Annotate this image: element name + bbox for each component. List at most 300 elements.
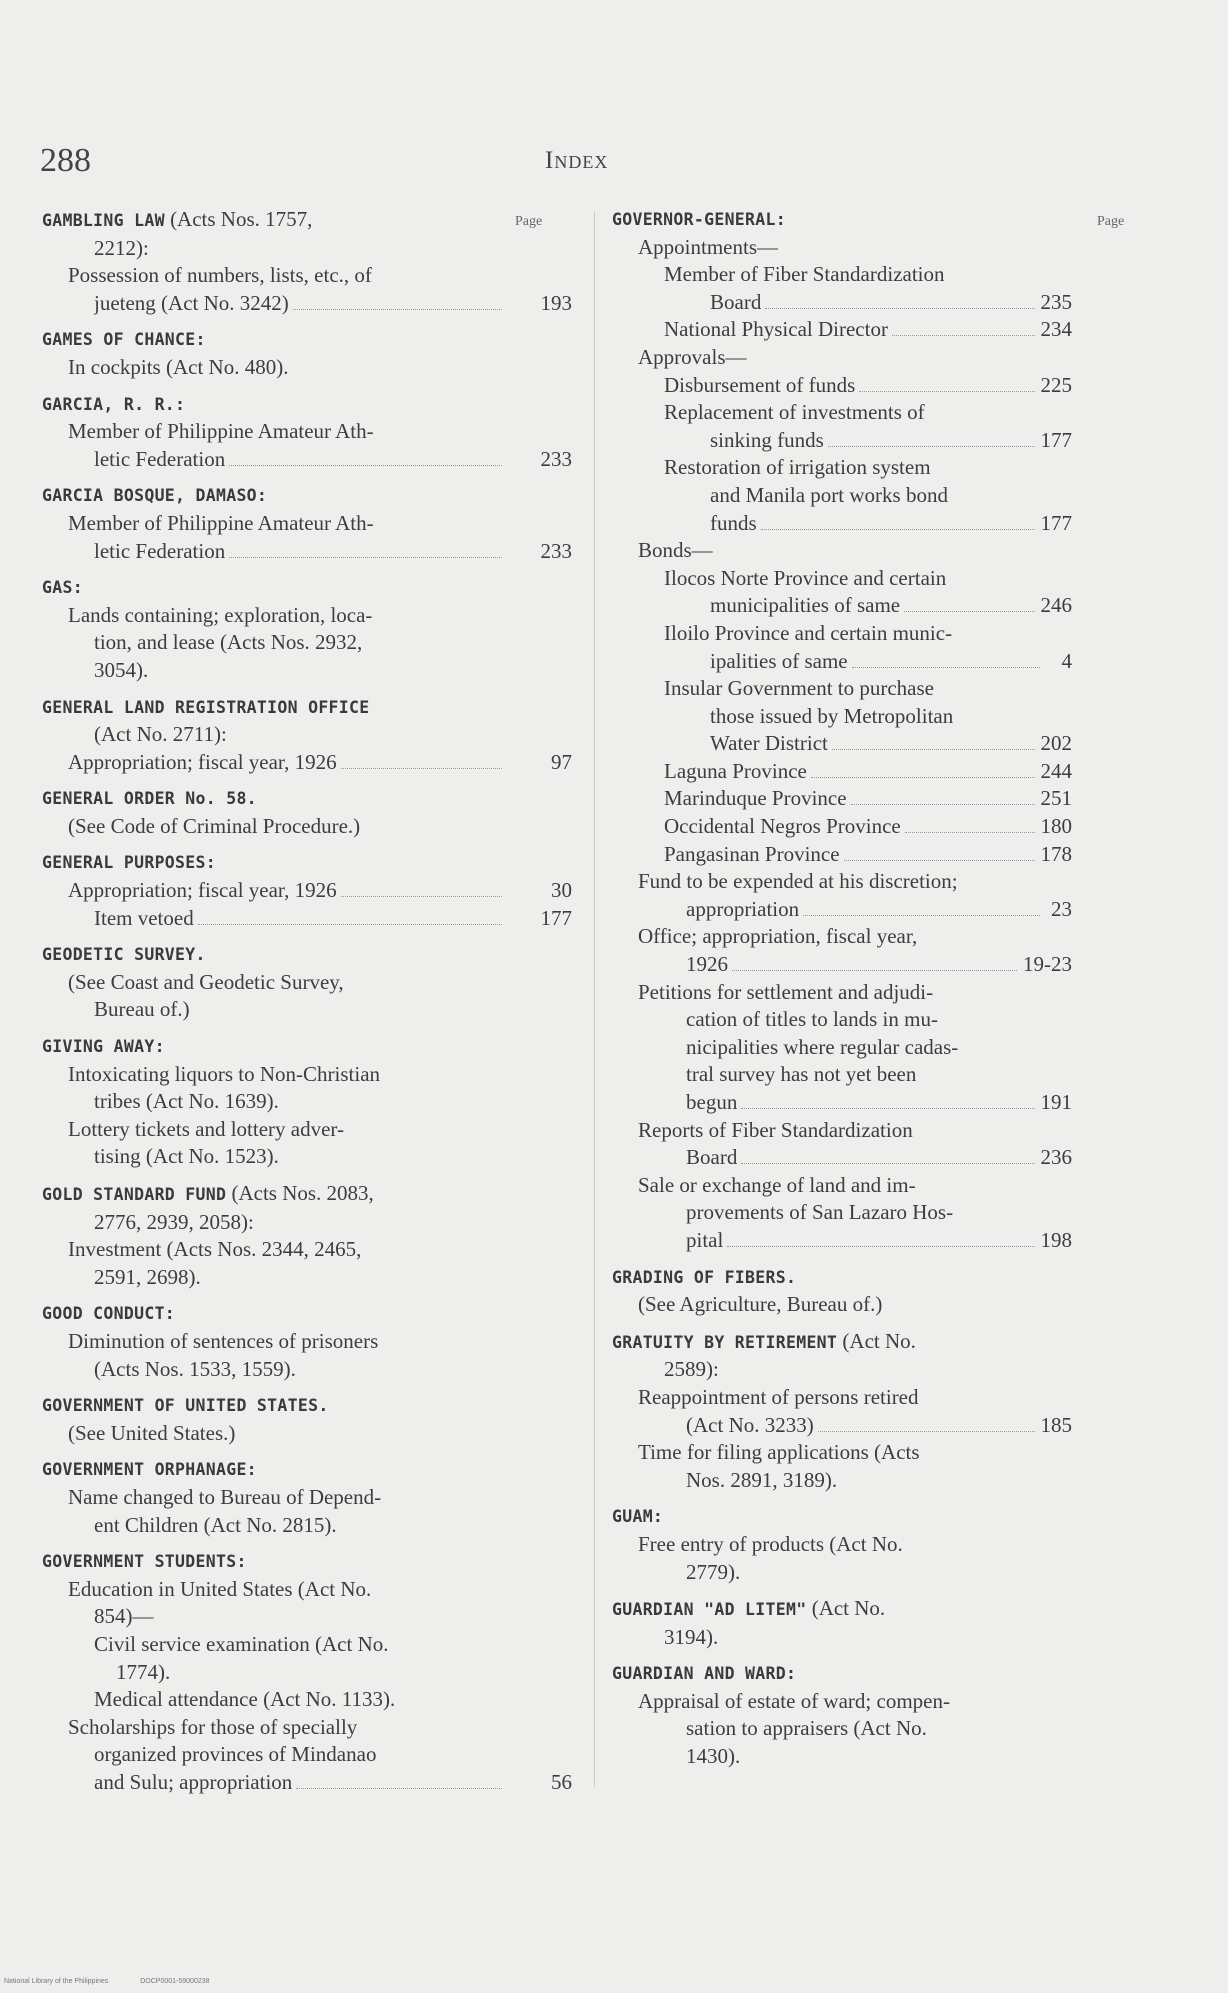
- entry-text: Laguna Province: [664, 758, 807, 783]
- entry-text: Possession of numbers, lists, etc., of: [68, 263, 372, 288]
- subentry-line: [42, 721, 572, 749]
- entry-text: 854)—: [94, 1604, 154, 1629]
- entry-text: Nos. 2891, 3189).: [686, 1467, 838, 1492]
- subentry-line: [612, 1439, 1072, 1467]
- page-reference: 97: [551, 749, 572, 774]
- entry-text: 2212):: [94, 235, 149, 260]
- subentry-line: [42, 749, 572, 777]
- subentry-line: [612, 1034, 1072, 1062]
- subentry-line: [612, 372, 1072, 400]
- index-entry: [612, 1503, 1072, 1586]
- subentry-line: [612, 1531, 1072, 1559]
- subentry-line: [612, 289, 1072, 317]
- entry-heading-line: [42, 941, 572, 969]
- subentry-line: [612, 316, 1072, 344]
- subentry-line: [612, 1743, 1072, 1771]
- subentry-line: [42, 418, 572, 446]
- subentry-line: [612, 785, 1072, 813]
- subentry-line: [612, 1006, 1072, 1034]
- page-reference: 225: [1040, 372, 1072, 397]
- subentry-line: [612, 979, 1072, 1007]
- headword: GUAM:: [612, 1507, 664, 1527]
- subentry-line: [42, 290, 572, 318]
- headword: GOVERNOR-GENERAL:: [612, 210, 786, 229]
- entry-text: Free entry of products (Act No.: [638, 1531, 903, 1556]
- index-entry: [42, 1300, 572, 1383]
- subentry-line: [612, 399, 1072, 427]
- entry-text: (Act No. 3233): [686, 1412, 814, 1437]
- subentry-line: [612, 454, 1072, 482]
- headword: GOLD STANDARD FUND: [42, 1185, 227, 1204]
- index-entry: [42, 206, 572, 317]
- subentry-line: [612, 896, 1072, 924]
- subentry-line: [42, 629, 572, 657]
- index-column-left: [42, 206, 572, 1805]
- subentry-line: [612, 1061, 1072, 1089]
- subentry-line: [612, 675, 1072, 703]
- entry-text: funds: [710, 510, 757, 535]
- entry-text: Marinduque Province: [664, 786, 847, 811]
- page-reference: 233: [540, 538, 572, 563]
- entry-text: 1774).: [116, 1659, 171, 1684]
- page-reference: 180: [1040, 814, 1072, 839]
- leader-dots: [741, 1108, 1034, 1109]
- leader-dots: [818, 1431, 1035, 1432]
- leader-dots: [811, 777, 1035, 778]
- subentry-line: [612, 234, 1072, 262]
- entry-heading-line: [612, 1660, 1072, 1688]
- entry-text: Investment (Acts Nos. 2344, 2465,: [68, 1237, 362, 1262]
- footer-code: DOCP0001-59000238: [140, 1978, 210, 1985]
- entry-text: appropriation: [686, 896, 800, 921]
- entry-heading-line: [612, 1264, 1072, 1292]
- leader-dots: [904, 611, 1034, 612]
- entry-text: nicipalities where regular cadas-: [686, 1034, 959, 1059]
- index-entry: [42, 1456, 572, 1539]
- index-entry: [42, 1392, 572, 1447]
- subentry-line: [612, 1172, 1072, 1200]
- index-column-right: [612, 206, 1072, 1780]
- entry-heading-line: [42, 1548, 572, 1576]
- subentry-line: [42, 905, 572, 933]
- page-reference: 177: [1040, 427, 1072, 452]
- entry-heading-line: [42, 482, 572, 510]
- subentry-line: [42, 996, 572, 1024]
- subentry-line: [42, 1061, 572, 1089]
- subentry-line: [42, 1484, 572, 1512]
- index-entry: [42, 1180, 572, 1291]
- entry-heading-line: [42, 391, 572, 419]
- entry-text: Education in United States (Act No.: [68, 1576, 372, 1601]
- headword: GOOD CONDUCT:: [42, 1304, 176, 1324]
- subentry-line: [42, 813, 572, 841]
- entry-text: 3194).: [664, 1624, 719, 1649]
- index-entry: [42, 574, 572, 684]
- page-column-label-left: Page: [515, 214, 543, 229]
- headword: GAMBLING LAW: [42, 211, 165, 230]
- entry-text: Time for filing applications (Acts: [638, 1440, 920, 1465]
- subentry-line: [42, 1088, 572, 1116]
- entry-text: Bureau of.): [94, 997, 190, 1022]
- entry-text: (Act No. 2711):: [94, 722, 227, 747]
- subentry-line: [612, 427, 1072, 455]
- subentry-line: [612, 1199, 1072, 1227]
- subentry-line: [612, 730, 1072, 758]
- subentry-line: [612, 1356, 1072, 1384]
- entry-heading-line: [42, 574, 572, 602]
- page-reference: 246: [1040, 593, 1072, 618]
- entry-heading-line: [612, 1503, 1072, 1531]
- page-reference: 178: [1040, 841, 1072, 866]
- entry-text: Approvals—: [638, 344, 747, 369]
- entry-text: tion, and lease (Acts Nos. 2932,: [94, 630, 363, 655]
- subentry-line: [612, 758, 1072, 786]
- entry-text: Name changed to Bureau of Depend-: [68, 1484, 382, 1509]
- subentry-line: [42, 1741, 572, 1769]
- entry-heading-line: [612, 1328, 1072, 1357]
- page-column-label-right: Page: [1097, 214, 1125, 229]
- subentry-line: [612, 510, 1072, 538]
- entry-text: Member of Fiber Standardization: [664, 262, 945, 287]
- entry-text: 2589):: [664, 1357, 719, 1382]
- entry-heading-line: [612, 206, 1072, 234]
- subentry-line: [42, 1356, 572, 1384]
- leader-dots: [851, 804, 1035, 805]
- subentry-line: [42, 1769, 572, 1797]
- leader-dots: [803, 915, 1040, 916]
- subentry-line: [42, 354, 572, 382]
- entry-text: Item vetoed: [94, 905, 194, 930]
- entry-text: 1430).: [686, 1744, 741, 1769]
- subentry-line: [612, 841, 1072, 869]
- subentry-line: [612, 1412, 1072, 1440]
- entry-text: provements of San Lazaro Hos-: [686, 1200, 954, 1225]
- index-entry: [42, 1548, 572, 1796]
- entry-text: begun: [686, 1090, 738, 1114]
- index-entry: [42, 1033, 572, 1171]
- entry-heading-line: [42, 1392, 572, 1420]
- headword: GEODETIC SURVEY.: [42, 945, 206, 965]
- headword: GARCIA, R. R.:: [42, 394, 186, 414]
- page-reference: 251: [1040, 786, 1072, 811]
- entry-text: Lottery tickets and lottery adver-: [68, 1116, 344, 1141]
- running-head: Index: [545, 147, 609, 174]
- entry-text: Water District: [710, 731, 828, 756]
- subentry-line: [42, 1659, 572, 1687]
- index-entry: [42, 849, 572, 932]
- index-entry: [42, 326, 572, 381]
- headword: GOVERNMENT ORPHANAGE:: [42, 1460, 257, 1480]
- subentry-line: [42, 877, 572, 905]
- entry-text: Fund to be expended at his discretion;: [638, 869, 958, 894]
- leader-dots: [732, 970, 1017, 971]
- entry-text: letic Federation: [94, 446, 226, 471]
- headword: GUARDIAN "AD LITEM": [612, 1600, 807, 1620]
- page-reference: 56: [551, 1769, 572, 1794]
- entry-heading-line: [42, 206, 572, 235]
- headword: GAMES OF CHANCE:: [42, 330, 206, 350]
- subentry-line: [612, 565, 1072, 593]
- headword: GRADING OF FIBERS.: [612, 1267, 797, 1287]
- entry-text: Restoration of irrigation system: [664, 455, 931, 480]
- page-reference: 30: [551, 878, 572, 903]
- index-entry: [612, 1264, 1072, 1319]
- entry-text: (Act No.: [806, 1596, 886, 1621]
- index-entry: [42, 785, 572, 840]
- index-entry: [42, 482, 572, 565]
- entry-text: and Sulu; appropriation: [94, 1769, 293, 1794]
- subentry-line: [42, 1209, 572, 1237]
- leader-dots: [229, 557, 502, 558]
- entry-heading-line: [42, 326, 572, 354]
- subentry-line: [42, 262, 572, 290]
- subentry-line: [42, 1576, 572, 1604]
- entry-text: those issued by Metropolitan: [710, 703, 954, 728]
- headword: GOVERNMENT STUDENTS:: [42, 1552, 247, 1572]
- subentry-line: [42, 1714, 572, 1742]
- entry-text: 2779).: [686, 1559, 741, 1584]
- entry-text: Civil service examination (Act No.: [94, 1631, 389, 1656]
- leader-dots: [892, 335, 1035, 336]
- entry-text: (See Agriculture, Bureau of.): [638, 1292, 883, 1317]
- subentry-line: [42, 446, 572, 474]
- column-rule: [594, 212, 595, 1787]
- leader-dots: [341, 768, 502, 769]
- subentry-line: [612, 951, 1072, 979]
- subentry-line: [42, 1603, 572, 1631]
- entry-text: ent Children (Act No. 2815).: [94, 1512, 337, 1537]
- subentry-line: [42, 1116, 572, 1144]
- subentry-line: [612, 1467, 1072, 1495]
- subentry-line: [612, 1624, 1072, 1652]
- entry-text: cation of titles to lands in mu-: [686, 1007, 938, 1032]
- entry-text: Appropriation; fiscal year, 1926: [68, 749, 337, 774]
- page-reference: 235: [1040, 289, 1072, 314]
- entry-text: Appropriation; fiscal year, 1926: [68, 878, 337, 903]
- entry-text: National Physical Director: [664, 317, 888, 342]
- headword: GENERAL PURPOSES:: [42, 853, 216, 873]
- page-reference: 23: [1051, 896, 1072, 921]
- subentry-line: [612, 537, 1072, 565]
- entry-text: Petitions for settlement and adjudi-: [638, 979, 934, 1004]
- entry-text: 2591, 2698).: [94, 1264, 201, 1289]
- subentry-line: [612, 344, 1072, 372]
- entry-text: tribes (Act No. 1639).: [94, 1089, 279, 1114]
- page-reference: 177: [540, 905, 572, 930]
- subentry-line: [612, 1144, 1072, 1172]
- leader-dots: [741, 1163, 1034, 1164]
- headword: GENERAL LAND REGISTRATION OFFICE: [42, 697, 370, 717]
- leader-dots: [832, 749, 1035, 750]
- subentry-line: [42, 602, 572, 630]
- entry-text: (Act No.: [837, 1328, 916, 1353]
- entry-text: municipalities of same: [710, 593, 901, 618]
- entry-text: 3054).: [94, 657, 149, 682]
- entry-text: Board: [686, 1145, 738, 1170]
- leader-dots: [229, 465, 502, 466]
- subentry-line: [612, 1715, 1072, 1743]
- subentry-line: [42, 1631, 572, 1659]
- subentry-line: [42, 235, 572, 263]
- subentry-line: [612, 592, 1072, 620]
- entry-text: tising (Act No. 1523).: [94, 1144, 279, 1169]
- entry-text: Member of Philippine Amateur Ath-: [68, 510, 374, 535]
- page-reference: 193: [540, 290, 572, 315]
- subentry-line: [612, 703, 1072, 731]
- page-reference: 236: [1040, 1145, 1072, 1170]
- subentry-line: [612, 1227, 1072, 1255]
- index-entry: [612, 206, 1072, 1255]
- entry-heading-line: [42, 849, 572, 877]
- entry-text: Sale or exchange of land and im-: [638, 1172, 916, 1197]
- entry-text: tral survey has not yet been: [686, 1062, 917, 1087]
- leader-dots: [341, 896, 502, 897]
- subentry-line: [612, 813, 1072, 841]
- entry-text: Appraisal of estate of ward; compen-: [638, 1688, 950, 1713]
- entry-text: Scholarships for those of specially: [68, 1714, 358, 1739]
- entry-text: Intoxicating liquors to Non-Christian: [68, 1061, 381, 1086]
- entry-text: Reports of Fiber Standardization: [638, 1117, 913, 1142]
- subentry-line: [42, 1236, 572, 1264]
- footer: [4, 1978, 240, 1985]
- entry-text: Office; appropriation, fiscal year,: [638, 924, 918, 949]
- page-reference: 177: [1040, 510, 1072, 535]
- entry-text: (Acts Nos. 1757,: [164, 207, 313, 231]
- headword: GUARDIAN AND WARD:: [612, 1664, 797, 1684]
- entry-heading-line: [42, 694, 572, 722]
- entry-text: Occidental Negros Province: [664, 814, 901, 839]
- headword: GIVING AWAY:: [42, 1037, 165, 1057]
- leader-dots: [761, 529, 1035, 530]
- entry-text: Medical attendance (Act No. 1133).: [94, 1687, 396, 1712]
- subentry-line: [612, 648, 1072, 676]
- entry-text: Bonds—: [638, 538, 713, 563]
- entry-text: Insular Government to purchase: [664, 676, 934, 701]
- leader-dots: [905, 832, 1035, 833]
- entry-text: (See United States.): [68, 1420, 236, 1445]
- index-entry: [42, 694, 572, 777]
- entry-text: Iloilo Province and certain munic-: [664, 620, 953, 645]
- entry-text: organized provinces of Mindanao: [94, 1742, 377, 1767]
- entry-text: Disbursement of funds: [664, 372, 856, 397]
- entry-text: (Acts Nos. 1533, 1559).: [94, 1356, 296, 1381]
- entry-text: and Manila port works bond: [710, 482, 948, 507]
- footer-library: National Library of the Philippines: [4, 1978, 109, 1985]
- subentry-line: [612, 1291, 1072, 1319]
- leader-dots: [852, 667, 1040, 668]
- entry-text: (See Coast and Geodetic Survey,: [68, 969, 344, 994]
- entry-heading-line: [42, 1456, 572, 1484]
- subentry-line: [612, 261, 1072, 289]
- leader-dots: [765, 308, 1034, 309]
- subentry-line: [42, 1328, 572, 1356]
- leader-dots: [844, 860, 1035, 861]
- leader-dots: [828, 446, 1035, 447]
- entry-text: Board: [710, 289, 762, 314]
- headword: GRATUITY BY RETIREMENT: [612, 1332, 838, 1352]
- entry-text: (See Code of Criminal Procedure.): [68, 813, 361, 838]
- headword: GENERAL ORDER No. 58.: [42, 789, 257, 809]
- leader-dots: [293, 309, 502, 310]
- index-entry: [42, 391, 572, 474]
- page-reference: 198: [1040, 1227, 1072, 1252]
- entry-text: Ilocos Norte Province and certain: [664, 565, 947, 590]
- subentry-line: [612, 923, 1072, 951]
- entry-text: 2776, 2939, 2058):: [94, 1209, 254, 1234]
- entry-text: Replacement of investments of: [664, 400, 925, 425]
- leader-dots: [859, 391, 1034, 392]
- subentry-line: [42, 510, 572, 538]
- subentry-line: [42, 1512, 572, 1540]
- subentry-line: [612, 1089, 1072, 1117]
- index-entry: [612, 1328, 1072, 1495]
- entry-heading-line: [42, 785, 572, 813]
- subentry-line: [612, 482, 1072, 510]
- entry-text: Appointments—: [638, 234, 778, 259]
- subentry-line: [612, 1117, 1072, 1145]
- page-reference: 191: [1040, 1090, 1072, 1114]
- subentry-line: [42, 969, 572, 997]
- leader-dots: [727, 1246, 1034, 1247]
- entry-text: jueteng (Act No. 3242): [94, 290, 289, 315]
- entry-text: sation to appraisers (Act No.: [686, 1716, 927, 1741]
- entry-text: Reappointment of persons retired: [638, 1384, 919, 1409]
- index-entry: [612, 1595, 1072, 1651]
- headword: GARCIA BOSQUE, DAMASO:: [42, 486, 268, 506]
- page-reference: 202: [1040, 731, 1072, 756]
- entry-heading-line: [42, 1300, 572, 1328]
- subentry-line: [612, 1559, 1072, 1587]
- entry-text: Pangasinan Province: [664, 841, 840, 866]
- entry-text: ipalities of same: [710, 648, 848, 673]
- leader-dots: [198, 924, 502, 925]
- index-entry: [612, 1660, 1072, 1770]
- page-reference: 244: [1040, 758, 1072, 783]
- entry-text: letic Federation: [94, 538, 226, 563]
- entry-heading-line: [42, 1180, 572, 1209]
- subentry-line: [612, 1688, 1072, 1716]
- subentry-line: [42, 1264, 572, 1292]
- entry-heading-line: [42, 1033, 572, 1061]
- page-reference: 234: [1040, 317, 1072, 342]
- subentry-line: [612, 868, 1072, 896]
- subentry-line: [42, 1420, 572, 1448]
- page-reference: 233: [540, 446, 572, 471]
- entry-text: Lands containing; exploration, loca-: [68, 602, 373, 627]
- subentry-line: [42, 1143, 572, 1171]
- subentry-line: [42, 657, 572, 685]
- headword: GAS:: [42, 578, 83, 598]
- entry-text: Diminution of sentences of prisoners: [68, 1328, 379, 1353]
- page-reference: 185: [1040, 1412, 1072, 1437]
- entry-text: In cockpits (Act No. 480).: [68, 354, 289, 379]
- entry-text: 1926: [686, 952, 728, 977]
- subentry-line: [42, 1686, 572, 1714]
- page-reference: 4: [1061, 648, 1072, 673]
- headword: GOVERNMENT OF UNITED STATES.: [42, 1396, 329, 1416]
- entry-text: sinking funds: [710, 427, 824, 452]
- page-number: 288: [40, 142, 91, 179]
- index-entry: [42, 941, 572, 1024]
- subentry-line: [42, 538, 572, 566]
- page-reference: 19-23: [1023, 952, 1072, 977]
- subentry-line: [612, 1384, 1072, 1412]
- subentry-line: [612, 620, 1072, 648]
- entry-text: pital: [686, 1227, 724, 1252]
- entry-text: (Acts Nos. 2083,: [226, 1181, 374, 1205]
- entry-text: Member of Philippine Amateur Ath-: [68, 419, 374, 444]
- entry-heading-line: [612, 1595, 1072, 1624]
